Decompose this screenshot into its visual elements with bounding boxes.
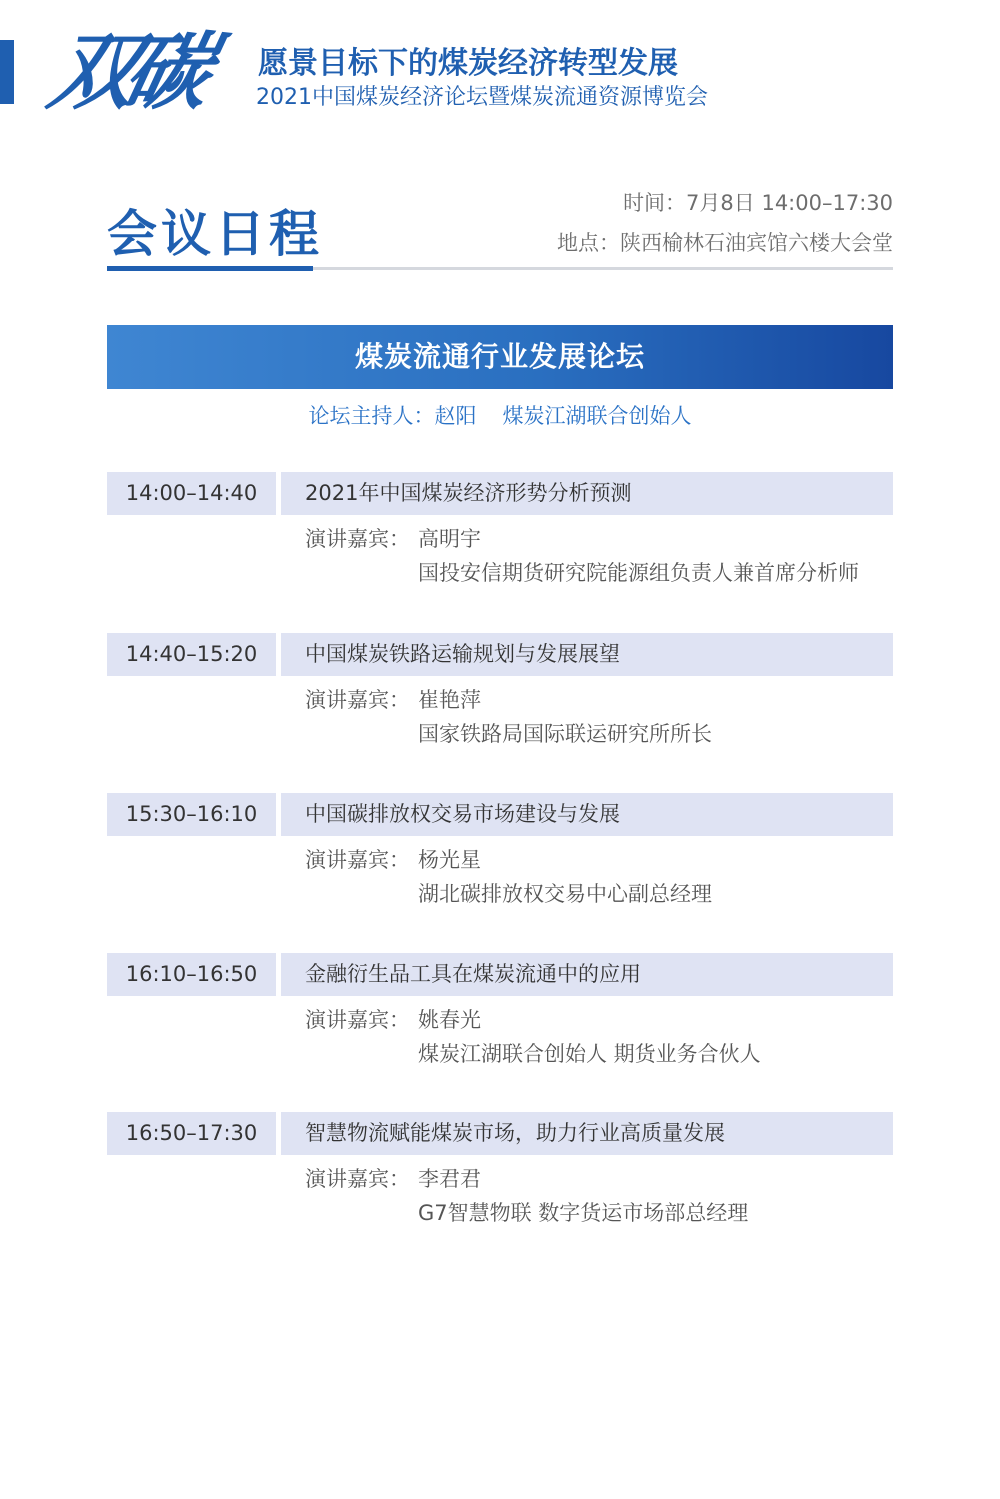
session-time: 14:00–14:40 [107, 472, 276, 515]
session-item [107, 472, 893, 602]
session-time: 14:40–15:20 [107, 633, 276, 676]
session-title: 2021年中国煤炭经济形势分析预测 [281, 472, 893, 515]
speaker-label: 演讲嘉宾： [305, 848, 410, 872]
session-title: 金融衍生品工具在煤炭流通中的应用 [281, 953, 893, 996]
speaker-label: 演讲嘉宾： [305, 1167, 410, 1191]
session-time: 15:30–16:10 [107, 793, 276, 836]
speaker-name: 姚春光 [418, 1008, 481, 1032]
header-accent-bar [0, 40, 14, 104]
speaker-role: 国投安信期货研究院能源组负责人兼首席分析师 [418, 561, 859, 585]
speaker-name: 杨光星 [418, 848, 481, 872]
session-time: 16:50–17:30 [107, 1112, 276, 1155]
speaker-role: 煤炭江湖联合创始人 期货业务合伙人 [418, 1042, 761, 1066]
forum-host-role: 煤炭江湖联合创始人 [502, 404, 692, 428]
session-title: 智慧物流赋能煤炭市场，助力行业高质量发展 [281, 1112, 893, 1155]
session-item [107, 953, 893, 1083]
session-title: 中国煤炭铁路运输规划与发展展望 [281, 633, 893, 676]
speaker-role: 国家铁路局国际联运研究所所长 [418, 722, 712, 746]
speaker-label: 演讲嘉宾： [305, 688, 410, 712]
page-title: 会议日程 [107, 205, 323, 263]
logo-calligraphy: 双碳 [41, 22, 211, 121]
forum-title-banner: 煤炭流通行业发展论坛 [107, 325, 893, 389]
header-title: 愿景目标下的煤炭经济转型发展 [258, 46, 678, 81]
session-title: 中国碳排放权交易市场建设与发展 [281, 793, 893, 836]
speaker-role: 湖北碳排放权交易中心副总经理 [418, 882, 712, 906]
speaker-label: 演讲嘉宾： [305, 1008, 410, 1032]
forum-host [107, 400, 893, 430]
heading-underline [107, 266, 313, 271]
speaker-name: 李君君 [418, 1167, 481, 1191]
speaker-label: 演讲嘉宾： [305, 527, 410, 551]
header-subtitle: 2021中国煤炭经济论坛暨煤炭流通资源博览会 [256, 85, 708, 110]
session-item [107, 633, 893, 763]
speaker-role: G7智慧物联 数字货运市场部总经理 [418, 1201, 749, 1225]
session-item [107, 793, 893, 923]
meeting-place: 地点：陕西榆林石油宾馆六楼大会堂 [557, 231, 893, 255]
speaker-name: 崔艳萍 [418, 688, 481, 712]
meeting-time: 时间：7月8日 14:00–17:30 [623, 191, 893, 215]
session-item [107, 1112, 893, 1242]
forum-host-name: 论坛主持人：赵阳 [308, 404, 477, 428]
session-time: 16:10–16:50 [107, 953, 276, 996]
speaker-name: 高明宇 [418, 527, 481, 551]
